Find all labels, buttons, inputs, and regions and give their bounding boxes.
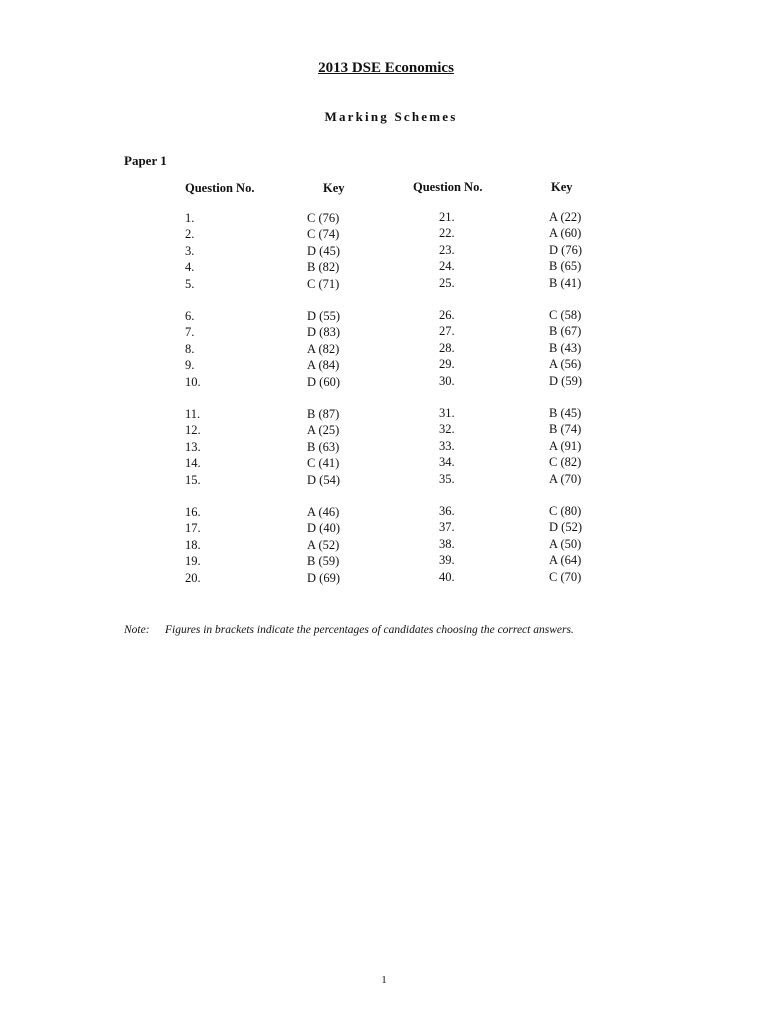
left-key-answer-14: C (41): [307, 456, 340, 471]
paper-label: Paper 1: [124, 153, 167, 168]
right-key-answer-15: A (70): [549, 471, 582, 486]
left-key-answer-12: A (25): [307, 423, 340, 438]
page-number: 1: [381, 974, 387, 986]
right-question-number-4: 24.: [439, 259, 455, 274]
right-key-answer-11: B (45): [549, 406, 582, 420]
right-key-answer-1: A (22): [549, 210, 582, 224]
right-question-number-12: 32.: [439, 422, 455, 437]
left-question-number-13: 13.: [185, 439, 201, 454]
left-question-number-9: 9.: [185, 358, 195, 373]
right-key-answer-7: B (67): [549, 324, 582, 339]
note: [124, 624, 574, 636]
left-key-answer-13: B (63): [307, 439, 340, 454]
right-question-number-14: 34.: [439, 455, 455, 470]
right-key-answer-13: A (91): [549, 438, 582, 453]
right-question-number-1: 21.: [439, 210, 455, 224]
right-key-answer-5: B (41): [549, 275, 582, 290]
left-question-number-11: 11.: [185, 407, 201, 421]
right-key-answer-16: C (80): [549, 504, 582, 518]
right-question-header: Question No.: [413, 180, 483, 194]
right-question-number-11: 31.: [439, 406, 455, 420]
right-key-answer-4: B (65): [549, 259, 582, 274]
right-key-answer-3: D (76): [549, 242, 582, 257]
left-question-number-18: 18.: [185, 537, 201, 552]
left-question-number-7: 7.: [185, 325, 195, 340]
left-question-number-4: 4.: [185, 260, 195, 275]
left-question-number-5: 5.: [185, 276, 195, 291]
document-subtitle: Marking Schemes: [324, 109, 458, 124]
left-question-number-12: 12.: [185, 423, 201, 438]
right-question-number-20: 40.: [439, 569, 455, 584]
left-question-number-19: 19.: [185, 554, 201, 569]
left-key-answer-9: A (84): [307, 358, 340, 373]
note-label: Note:: [124, 624, 150, 636]
left-key-answer-5: C (71): [307, 276, 340, 291]
right-key-answer-6: C (58): [549, 308, 582, 322]
left-question-number-16: 16.: [185, 505, 201, 519]
right-key-header: Key: [551, 180, 573, 194]
right-key-answer-17: D (52): [549, 520, 582, 535]
left-key-answer-6: D (55): [307, 309, 340, 323]
left-question-number-2: 2.: [185, 227, 195, 242]
left-question-number-15: 15.: [185, 472, 201, 487]
right-key-answer-18: A (50): [549, 536, 582, 551]
left-key-answer-15: D (54): [307, 472, 340, 487]
left-question-number-14: 14.: [185, 456, 201, 471]
left-question-number-17: 17.: [185, 521, 201, 536]
right-key-answer-9: A (56): [549, 357, 582, 372]
right-question-number-9: 29.: [439, 357, 455, 372]
left-key-answer-19: B (59): [307, 554, 340, 569]
right-question-number-13: 33.: [439, 438, 455, 453]
left-key-answer-20: D (69): [307, 570, 340, 585]
right-question-number-2: 22.: [439, 226, 455, 241]
left-key-answer-8: A (82): [307, 341, 340, 356]
right-key-answer-20: C (70): [549, 569, 582, 584]
right-question-number-18: 38.: [439, 536, 455, 551]
right-question-number-10: 30.: [439, 373, 455, 388]
right-question-number-16: 36.: [439, 504, 455, 518]
right-question-number-5: 25.: [439, 275, 455, 290]
left-question-number-1: 1.: [185, 211, 195, 225]
left-key-answer-16: A (46): [307, 505, 340, 519]
left-question-number-20: 20.: [185, 570, 201, 585]
left-key-answer-1: C (76): [307, 211, 340, 225]
right-question-number-15: 35.: [439, 471, 455, 486]
left-key-answer-3: D (45): [307, 243, 340, 258]
right-question-number-17: 37.: [439, 520, 455, 535]
left-question-number-10: 10.: [185, 374, 201, 389]
right-key-answer-12: B (74): [549, 422, 582, 437]
right-key-answer-10: D (59): [549, 373, 582, 388]
note-text: Figures in brackets indicate the percentages of candidates choosing the correct answers.: [165, 624, 574, 636]
right-question-number-19: 39.: [439, 553, 455, 568]
left-key-answer-17: D (40): [307, 521, 340, 536]
left-key-answer-7: D (83): [307, 325, 340, 340]
right-key-answer-19: A (64): [549, 553, 582, 568]
left-question-number-8: 8.: [185, 341, 195, 356]
left-key-answer-2: C (74): [307, 227, 340, 242]
left-question-header: Question No.: [185, 181, 255, 195]
left-key-answer-18: A (52): [307, 537, 340, 552]
left-question-number-3: 3.: [185, 243, 195, 258]
right-question-number-6: 26.: [439, 308, 455, 322]
document-title: 2013 DSE Economics: [318, 60, 454, 76]
left-key-answer-10: D (60): [307, 374, 340, 389]
right-key-answer-2: A (60): [549, 226, 582, 241]
left-question-number-6: 6.: [185, 309, 195, 323]
right-question-number-3: 23.: [439, 242, 455, 257]
left-key-answer-11: B (87): [307, 407, 340, 421]
left-key-header: Key: [323, 181, 345, 195]
right-question-number-7: 27.: [439, 324, 455, 339]
right-key-answer-14: C (82): [549, 455, 582, 470]
left-key-answer-4: B (82): [307, 260, 340, 275]
right-question-number-8: 28.: [439, 340, 455, 355]
right-key-answer-8: B (43): [549, 340, 582, 355]
